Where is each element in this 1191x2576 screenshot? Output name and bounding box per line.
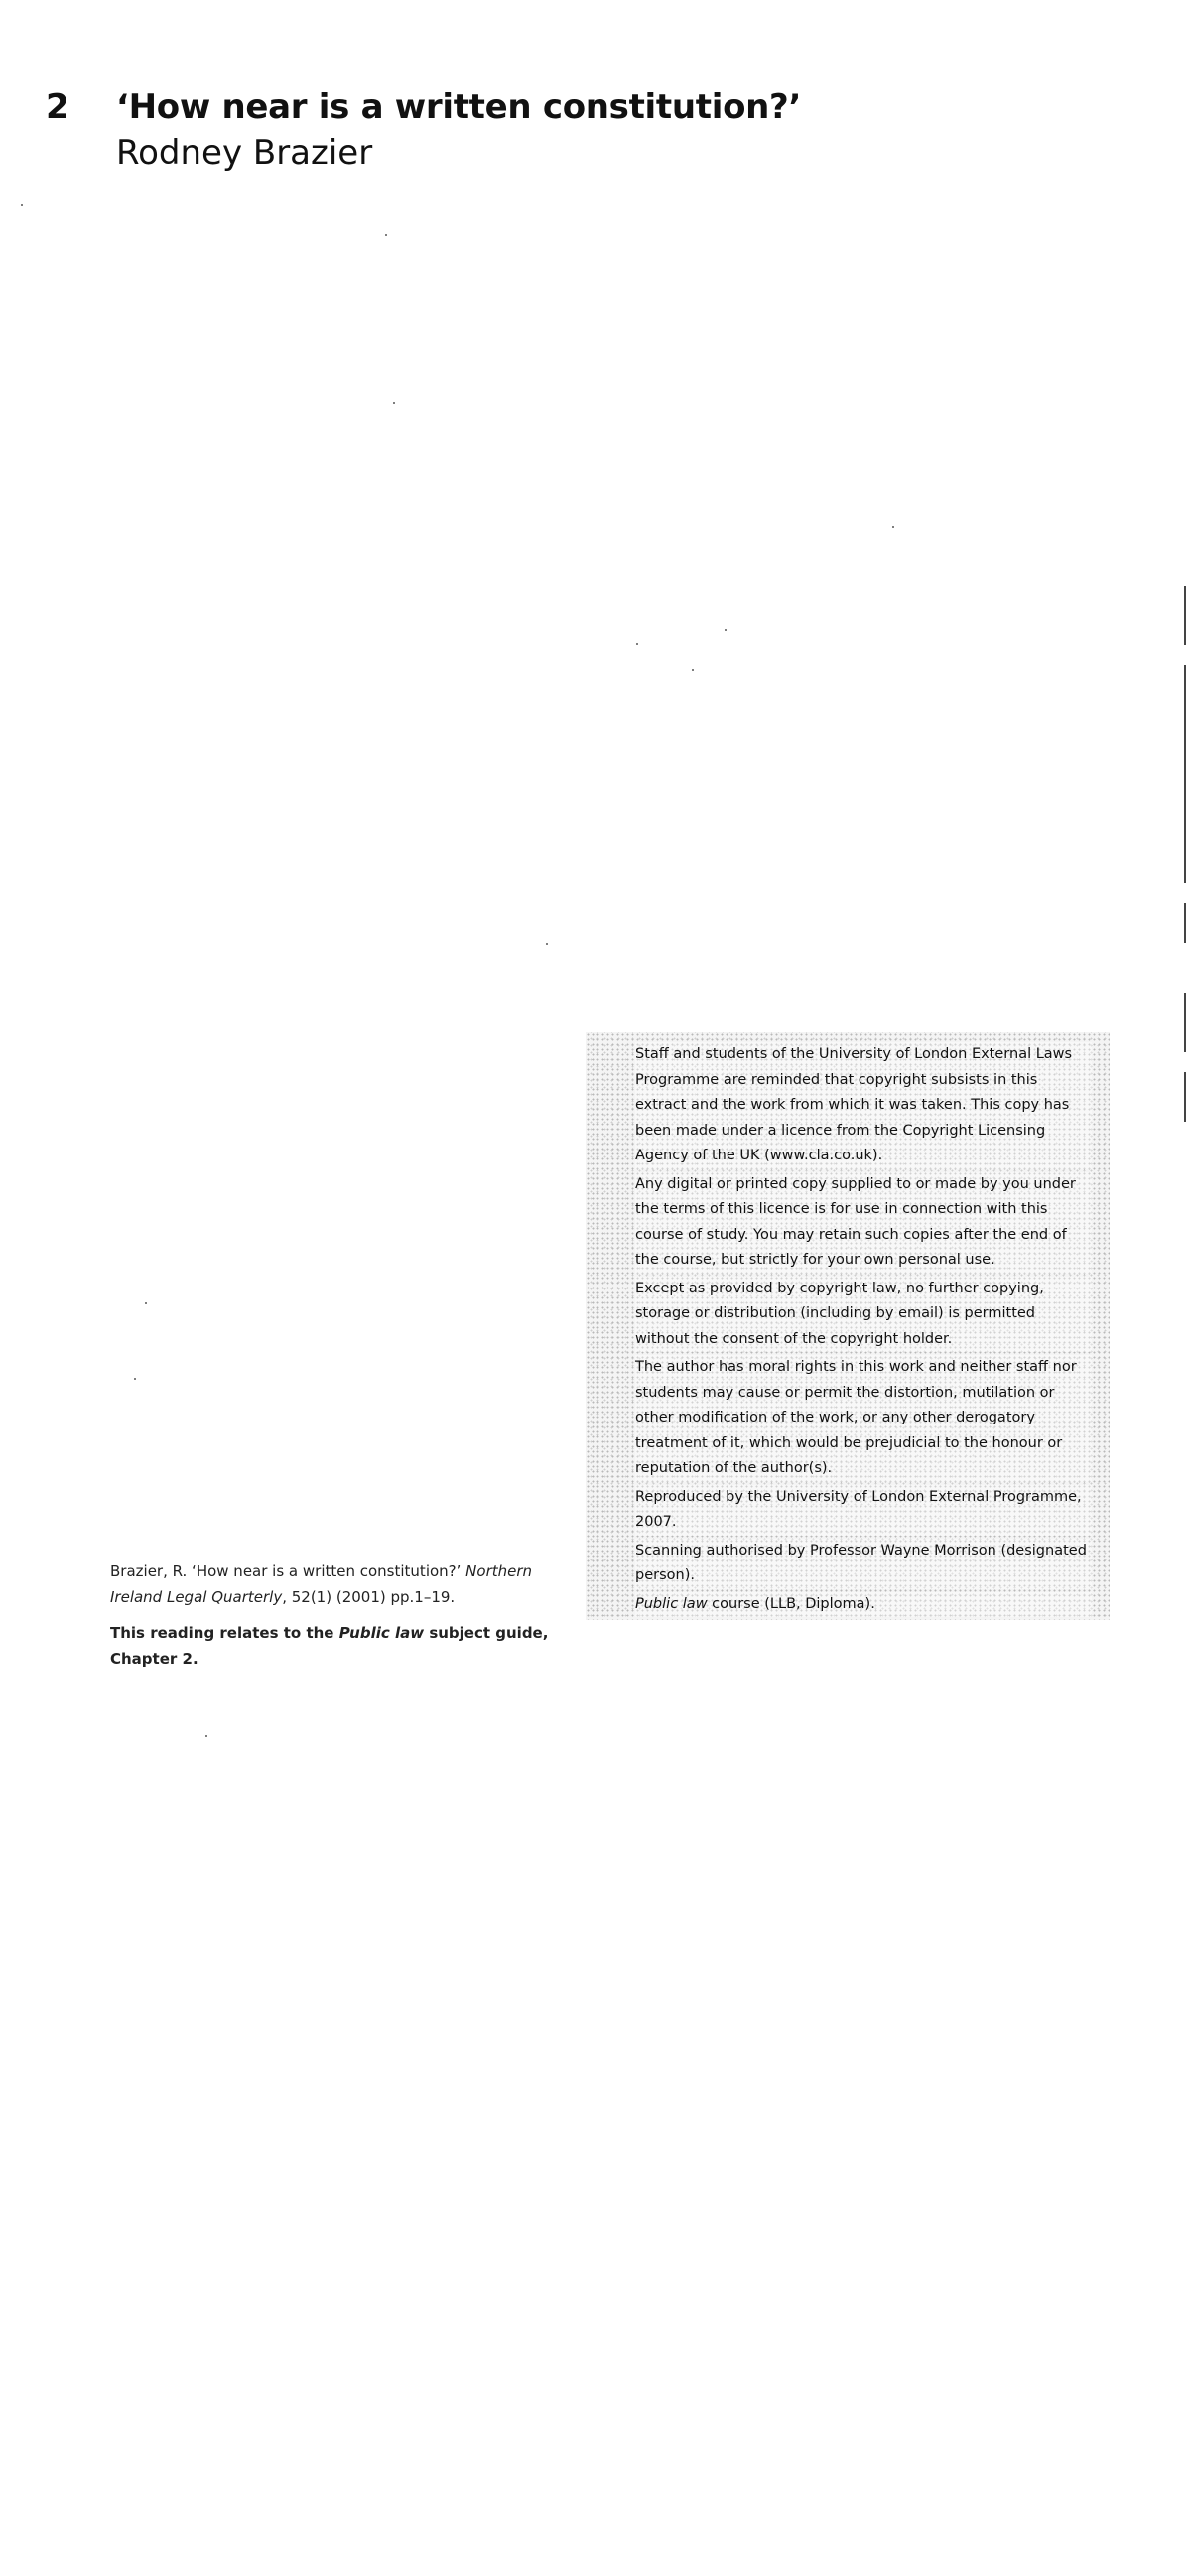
copyright-notice-text — [635, 1042, 1092, 1620]
relates-guide: Public law — [338, 1624, 425, 1642]
scan-edge-line — [1184, 1072, 1186, 1122]
copyright-paragraph: Reproduced by the University of London External Programme, 2007. — [635, 1485, 1092, 1536]
relates-prefix: This reading relates to the — [110, 1624, 339, 1642]
copyright-paragraph: Staff and students of the University of London External Laws Programme are reminded that copyright subsists in this extract and the work from which it was taken. This copy has been made under a licence from the Copyright Licensing Agency of the UK (www.cla.co.uk). — [635, 1042, 1092, 1169]
scan-speck — [205, 1735, 207, 1737]
citation-relates — [110, 1620, 577, 1672]
scan-speck — [692, 669, 694, 671]
scan-edge-line — [1184, 903, 1186, 943]
copyright-paragraph: Except as provided by copyright law, no further copying, storage or distribution (including by email) is permitted without the consent of the copyright holder. — [635, 1277, 1092, 1353]
copyright-course-rest: course (LLB, Diploma). — [707, 1595, 875, 1612]
citation-reference — [110, 1559, 577, 1610]
scan-speck — [636, 643, 638, 645]
scan-speck — [546, 943, 548, 945]
scan-edge-line — [1184, 993, 1186, 1052]
scan-speck — [385, 234, 387, 236]
chapter-author: Rodney Brazier — [116, 133, 373, 173]
scan-edge-artifact — [1183, 556, 1189, 1171]
scan-edge-line — [1184, 586, 1186, 645]
title-block — [116, 87, 1009, 177]
scan-edge-line — [1184, 665, 1186, 883]
copyright-paragraph: Any digital or printed copy supplied to or made by you under the terms of this licence is for use in connection with this course of study. You may retain such copies after the end of the course, but strictly for your own personal use. — [635, 1172, 1092, 1274]
scan-speck — [725, 629, 727, 631]
scan-speck — [892, 526, 894, 528]
citation-block — [110, 1559, 577, 1682]
citation-reference-plain: Brazier, R. ‘How near is a written constitution?’ — [110, 1562, 466, 1580]
copyright-notice-box — [586, 1032, 1110, 1620]
scan-speck — [145, 1302, 147, 1304]
copyright-paragraph — [635, 1592, 1092, 1618]
scan-speck — [134, 1378, 136, 1380]
citation-details: , 52(1) (2001) pp.1–19. — [282, 1588, 456, 1606]
relates-suffix: subject guide, Chapter 2. — [110, 1624, 549, 1668]
copyright-course-name: Public law — [635, 1595, 708, 1612]
scan-speck — [393, 402, 395, 404]
citation-journal: Northern Ireland Legal Quarterly — [110, 1562, 533, 1606]
scan-speck — [21, 204, 23, 206]
chapter-title: ‘How near is a written constitution?’ — [116, 87, 802, 127]
copyright-paragraph: Scanning authorised by Professor Wayne Morrison (designated person). — [635, 1539, 1092, 1589]
copyright-paragraph: The author has moral rights in this work and neither staff nor students may cause or permit the distortion, mutilation or other modification of the work, or any other derogatory treatment of it, which would be prejudicial to the honour or reputation of the author(s). — [635, 1355, 1092, 1482]
chapter-number: 2 — [46, 87, 69, 127]
